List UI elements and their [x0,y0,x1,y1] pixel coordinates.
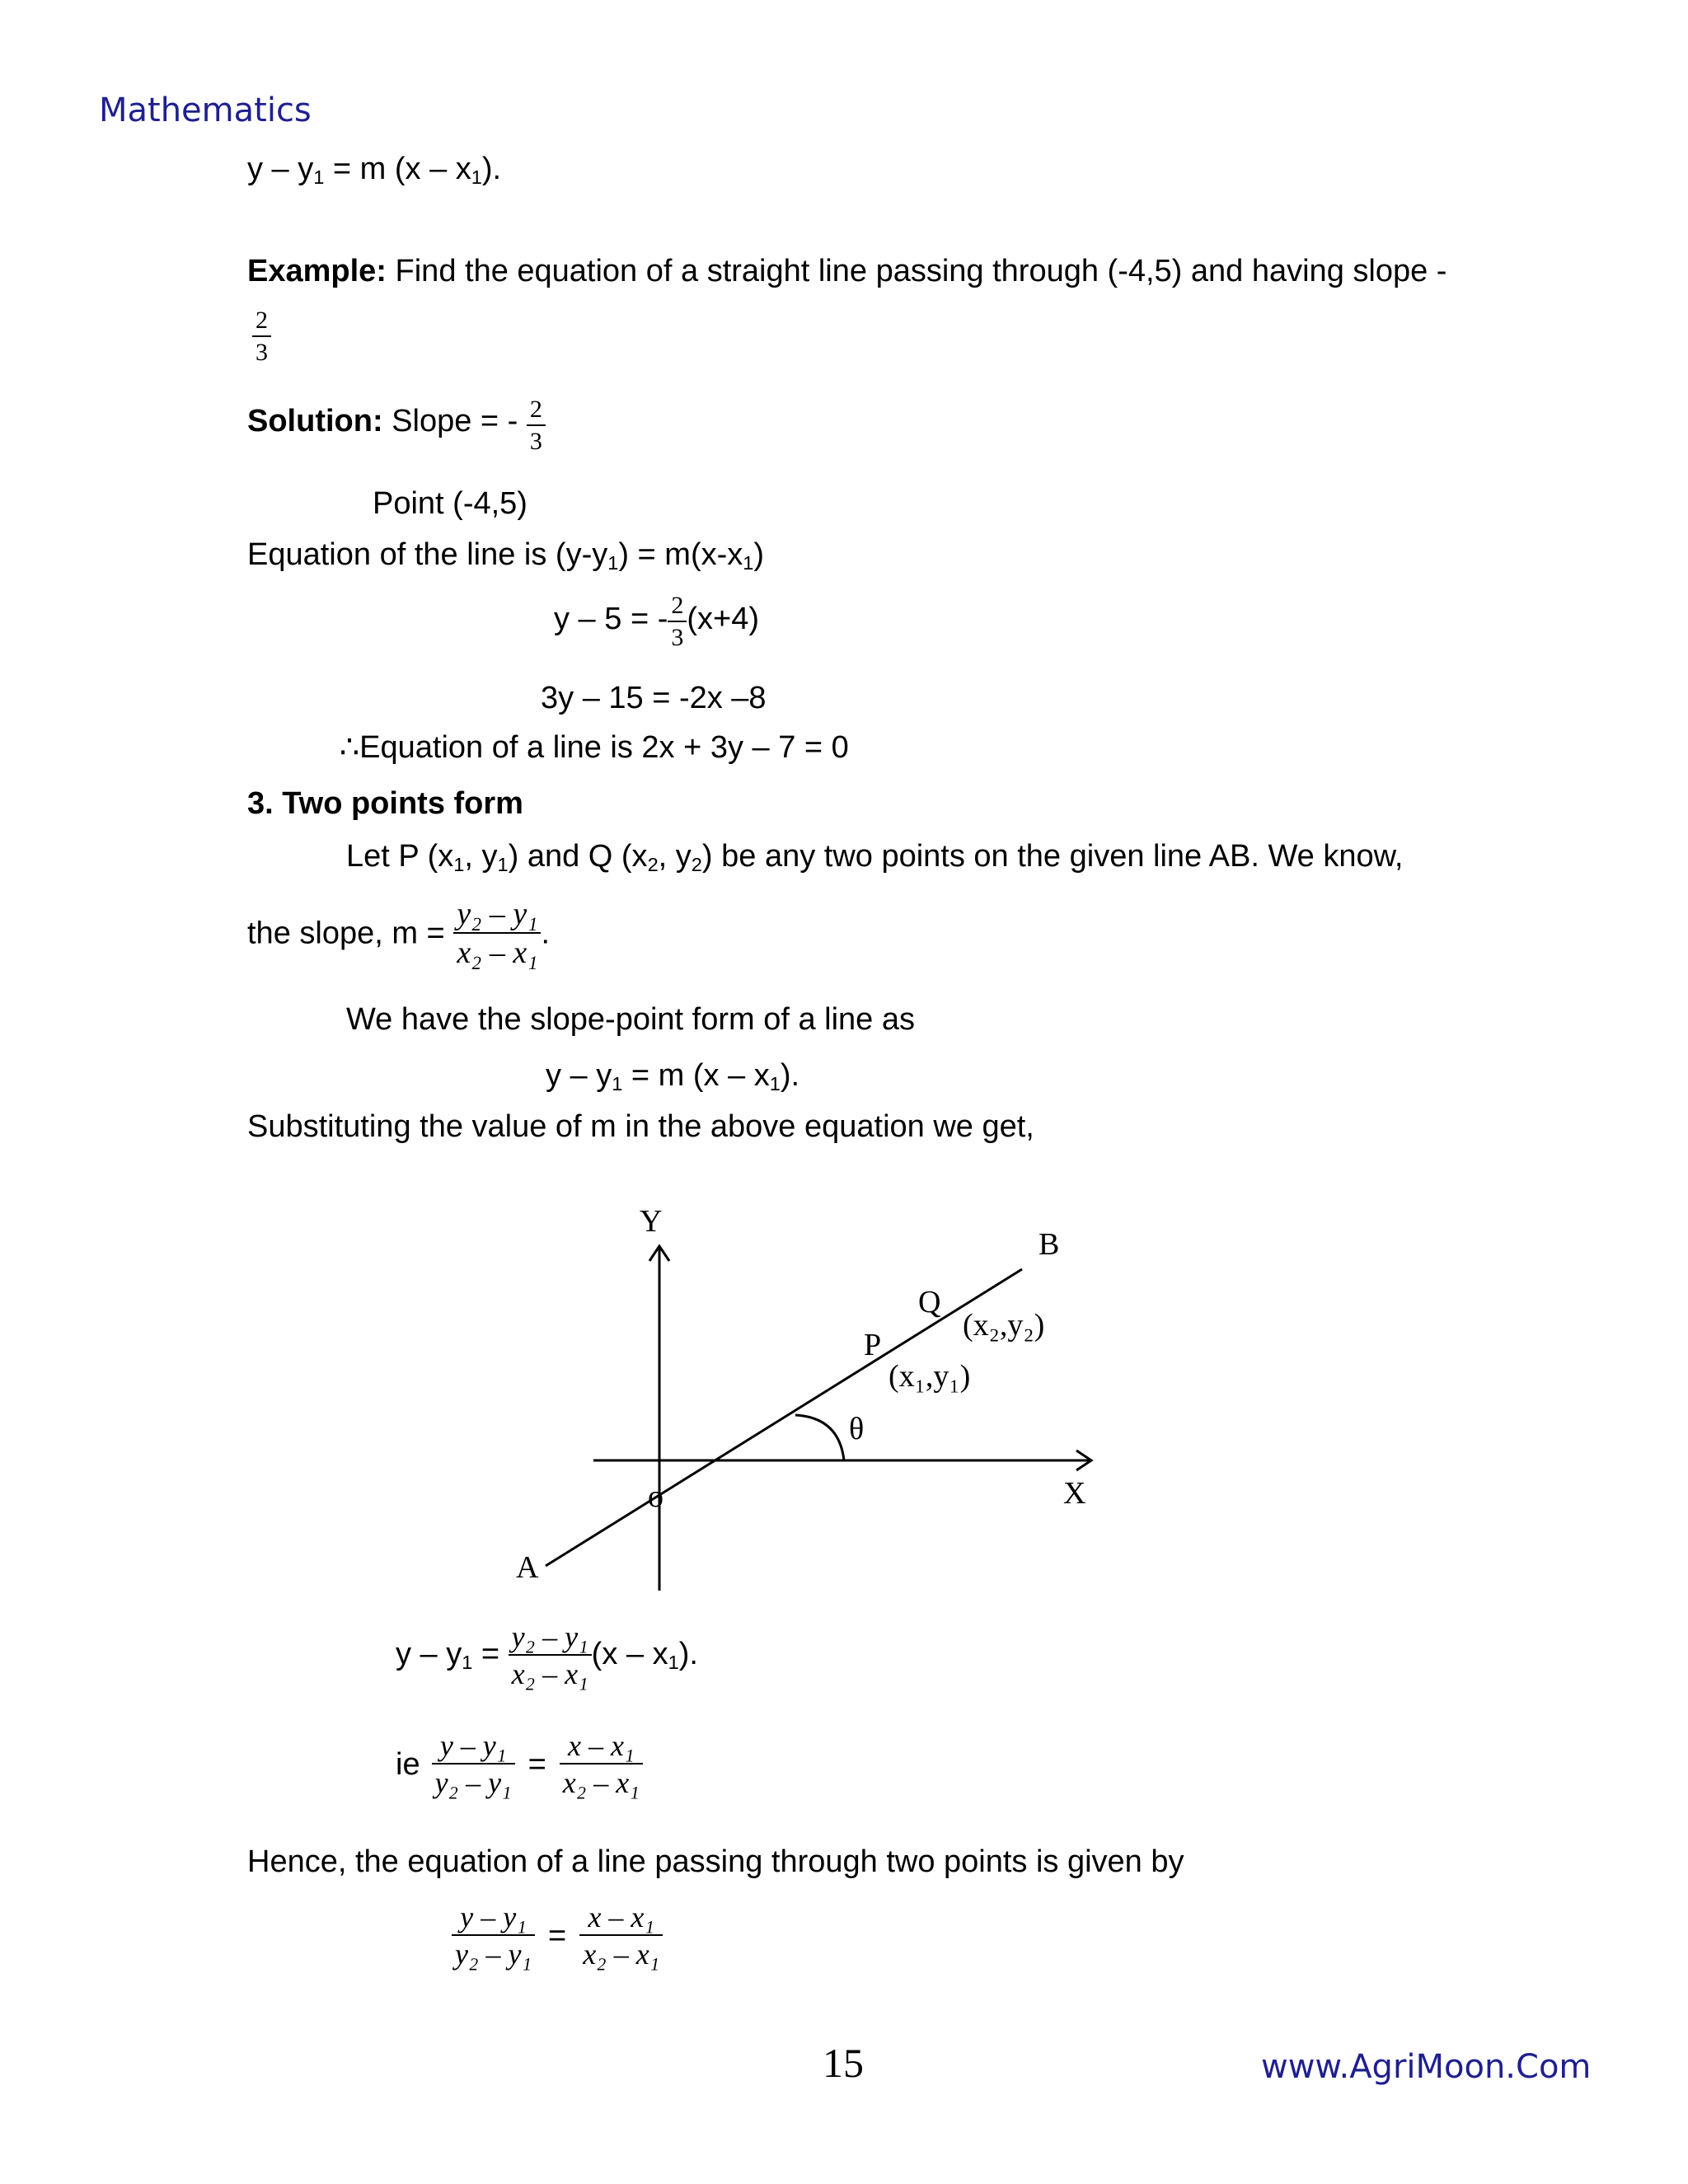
x-axis-arrow [1076,1451,1091,1470]
solution-point: Point (-4,5) [373,486,528,521]
solution-step-2: 3y – 15 = -2x –8 [541,681,767,715]
header-subject: Mathematics [99,91,312,129]
slope-point-equation-mid: $y - y_1 = m$ $(x - x_1)$. [546,1058,800,1094]
final-two-point-formula: $\frac{\text{y – y₁}}{\text{y₂ – y₁}}$ = $\frac{\text{x – x₁}}{\text{x₂ – x₁}}$ [452,1902,663,1969]
example-slope-fraction: $\frac{2}{3}$ [252,308,271,365]
slope-point-equation-top: $y - y_1 = m$ $(x - x_1)$. [247,152,502,188]
solution-step-1: y – 5 = - $\frac{2}{3}$ (x+4) [554,592,759,651]
substituting-text: Substituting the value of m in the above equation we get, [247,1109,1034,1144]
label-b: B [1039,1227,1060,1262]
theta-arc [795,1415,844,1460]
label-p-coords: (x₁,y₁) [889,1359,971,1394]
ie-equation: ie $\frac{\text{y – y₁}}{\text{y₂ – y₁}}$ = $\frac{\text{x – x₁}}{\text{x₂ – x₁}}$ [396,1731,643,1797]
solution-slope: Solution: Slope = - $\frac{2}{3}$ [247,397,546,454]
label-o: o [648,1479,663,1514]
equation-of-line: Equation of the line is $(y-y_1) = m(x-x_1)$ [247,537,765,574]
two-point-equation: y – $y_1$ = $\frac{\text{y₂ – y₁}}{\text{x₂ – x₁}}$ $(x - x_1)$. [396,1620,698,1690]
page-number: 15 [823,2040,864,2086]
label-q-coords: (x₂,y₂) [963,1308,1045,1343]
two-points-paragraph: Let P ($x_1$, $y_1$) and Q ($x_2$, $y_2$) be any two points on the given line AB. We know, [346,839,1404,875]
line-ab [546,1269,1022,1566]
label-theta: θ [849,1412,865,1446]
example-statement: Example: Find the equation of a straight line passing through (-4,5) and having slope - [247,254,1447,288]
solution-conclusion: ∴Equation of a line is 2x + 3y – 7 = 0 [340,730,849,765]
label-y: Y [640,1204,663,1239]
label-q: Q [918,1285,941,1319]
footer-website[interactable]: www.AgriMoon.Com [1261,2048,1592,2086]
slope-formula: the slope, m = $\frac{\text{y₂ – y₁}}{\text{x₂ – x₁}}$ . [247,897,551,970]
hence-text: Hence, the equation of a line passing through two points is given by [247,1844,1184,1879]
y-axis-arrow [649,1246,669,1261]
slope-point-intro: We have the slope-point form of a line as [346,1002,916,1037]
label-p: P [864,1328,882,1362]
label-x: X [1063,1476,1086,1511]
section-heading: 3. Two points form [247,786,523,821]
label-a: A [516,1550,539,1585]
